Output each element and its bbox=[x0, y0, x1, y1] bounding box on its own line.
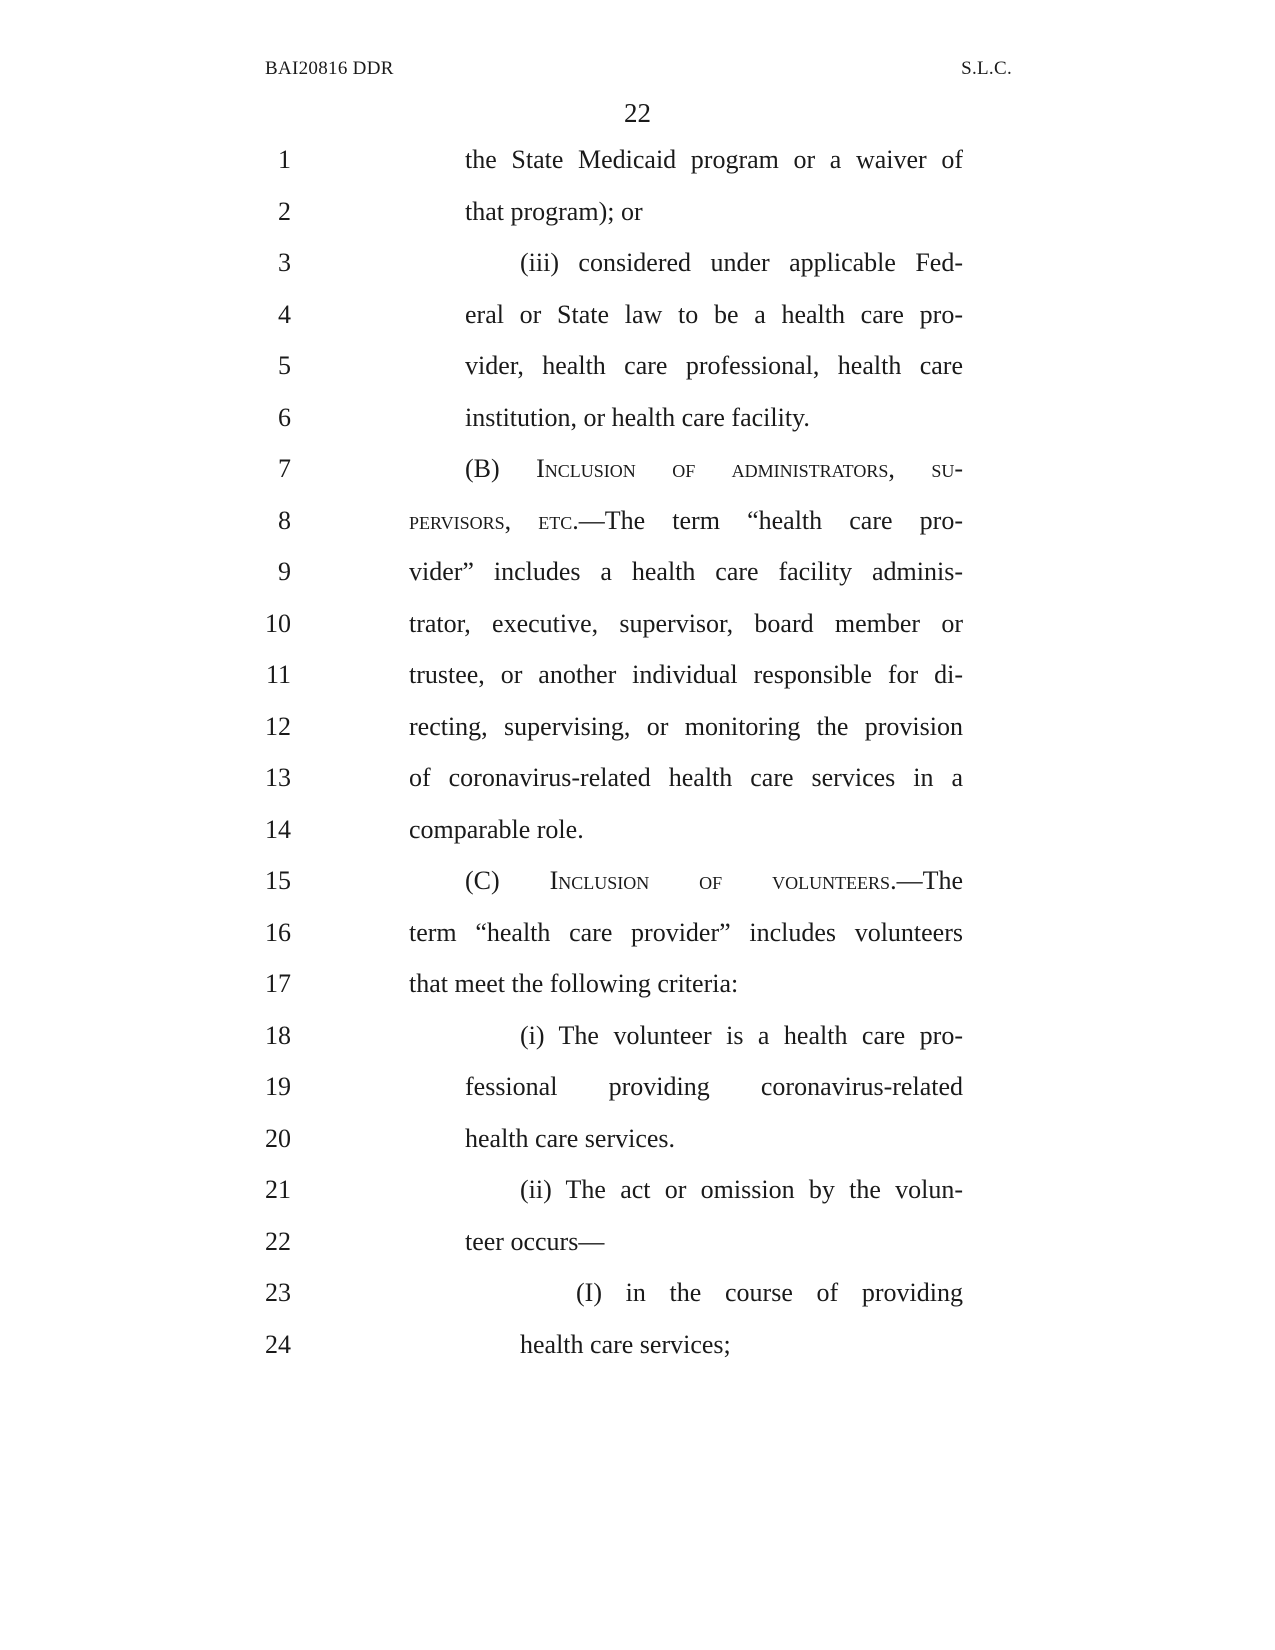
text-line bbox=[0, 1119, 1275, 1159]
line-number: 14 bbox=[265, 814, 291, 844]
line-text bbox=[465, 140, 963, 180]
document-class: S.L.C. bbox=[961, 58, 1012, 79]
line-number: 16 bbox=[265, 917, 291, 947]
line-number: 12 bbox=[265, 711, 291, 741]
text-line bbox=[0, 964, 1275, 1004]
text-line bbox=[0, 398, 1275, 438]
text-run: (I) in the course of providing bbox=[576, 1278, 963, 1307]
line-text bbox=[465, 861, 963, 901]
text-line bbox=[0, 449, 1275, 489]
text-line bbox=[0, 1067, 1275, 1107]
text-run: health care services. bbox=[465, 1123, 676, 1153]
text-run: eral or State law to be a health care pro- bbox=[465, 299, 963, 329]
line-number: 6 bbox=[278, 402, 291, 432]
text-line bbox=[0, 655, 1275, 695]
text-run: of coronavirus-related health care services in a bbox=[409, 763, 963, 792]
text-line bbox=[0, 913, 1275, 953]
text-line bbox=[0, 295, 1275, 335]
text-line bbox=[0, 346, 1275, 386]
line-number: 23 bbox=[265, 1278, 291, 1307]
text-line bbox=[0, 1273, 1275, 1313]
text-run: trator, executive, supervisor, board member or bbox=[409, 608, 963, 638]
text-run: (B) bbox=[465, 454, 537, 483]
line-text bbox=[520, 1016, 963, 1056]
line-number: 2 bbox=[278, 196, 291, 226]
line-text bbox=[465, 192, 963, 232]
line-number: 20 bbox=[265, 1123, 291, 1153]
line-number: 17 bbox=[265, 969, 291, 998]
line-number: 5 bbox=[278, 351, 291, 380]
text-run: institution, or health care facility. bbox=[465, 402, 810, 432]
text-line bbox=[0, 192, 1275, 232]
text-line bbox=[0, 1170, 1275, 1210]
text-line bbox=[0, 604, 1275, 644]
line-text bbox=[409, 810, 963, 850]
text-run: that meet the following criteria: bbox=[409, 969, 739, 998]
line-number: 7 bbox=[278, 454, 291, 483]
line-number: 3 bbox=[278, 248, 291, 277]
line-number: 10 bbox=[265, 608, 291, 638]
line-number: 24 bbox=[265, 1329, 291, 1359]
text-run: comparable role. bbox=[409, 814, 584, 844]
line-number: 1 bbox=[278, 145, 291, 174]
line-text bbox=[409, 707, 963, 747]
section-heading: Inclusion of volunteers. bbox=[549, 866, 897, 895]
text-run: vider” includes a health care facility adminis- bbox=[409, 557, 963, 586]
text-run: (ii) The act or omission by the volun- bbox=[520, 1175, 963, 1204]
text-run: —The term “health care pro- bbox=[578, 505, 963, 535]
line-text bbox=[409, 604, 963, 644]
line-number: 4 bbox=[278, 299, 291, 329]
text-line bbox=[0, 1222, 1275, 1262]
text-line bbox=[0, 707, 1275, 747]
line-text bbox=[465, 295, 963, 335]
text-run: trustee, or another individual responsible for di- bbox=[409, 660, 963, 689]
text-run: teer occurs— bbox=[465, 1226, 605, 1256]
line-text bbox=[576, 1273, 963, 1313]
text-line bbox=[0, 243, 1275, 283]
line-number: 18 bbox=[265, 1020, 291, 1050]
text-line bbox=[0, 501, 1275, 541]
line-number: 11 bbox=[265, 660, 291, 689]
text-run: (i) The volunteer is a health care pro- bbox=[520, 1020, 963, 1050]
text-line bbox=[0, 810, 1275, 850]
text-line bbox=[0, 861, 1275, 901]
text-line bbox=[0, 1325, 1275, 1365]
text-line bbox=[0, 140, 1275, 180]
line-text bbox=[409, 913, 963, 953]
line-number: 15 bbox=[265, 866, 291, 895]
text-line bbox=[0, 758, 1275, 798]
line-text bbox=[465, 1067, 963, 1107]
line-text bbox=[465, 1222, 963, 1262]
line-number: 8 bbox=[278, 505, 291, 535]
text-run: that program); or bbox=[465, 196, 643, 226]
line-text bbox=[409, 964, 963, 1004]
text-run: —The bbox=[896, 866, 963, 895]
document-id: BAI20816 DDR bbox=[265, 58, 394, 79]
line-number: 21 bbox=[265, 1175, 291, 1204]
line-text bbox=[409, 758, 963, 798]
text-run: recting, supervising, or monitoring the provision bbox=[409, 711, 963, 741]
text-run: health care services; bbox=[520, 1329, 731, 1359]
line-number: 13 bbox=[265, 763, 291, 792]
line-text bbox=[465, 346, 963, 386]
line-text bbox=[409, 552, 963, 592]
line-text bbox=[520, 1325, 963, 1365]
line-text bbox=[520, 1170, 963, 1210]
section-heading: Inclusion of administrators, su- bbox=[536, 454, 963, 483]
text-run: (C) bbox=[465, 866, 550, 895]
text-run: fessional providing coronavirus-related bbox=[465, 1072, 963, 1101]
text-run: vider, health care professional, health care bbox=[465, 351, 963, 380]
text-run: (iii) considered under applicable Fed- bbox=[520, 248, 963, 277]
section-heading: pervisors, etc. bbox=[409, 505, 579, 535]
text-line bbox=[0, 552, 1275, 592]
line-text bbox=[465, 449, 963, 489]
line-number: 19 bbox=[265, 1072, 291, 1101]
line-text bbox=[409, 655, 963, 695]
line-text bbox=[465, 1119, 963, 1159]
text-line bbox=[0, 1016, 1275, 1056]
line-number: 9 bbox=[278, 557, 291, 586]
line-text bbox=[520, 243, 963, 283]
line-text bbox=[409, 501, 963, 541]
text-run: term “health care provider” includes volunteers bbox=[409, 917, 963, 947]
line-number: 22 bbox=[265, 1226, 291, 1256]
text-run: the State Medicaid program or a waiver of bbox=[465, 145, 963, 174]
line-text bbox=[465, 398, 963, 438]
page-number: 22 bbox=[624, 98, 651, 128]
